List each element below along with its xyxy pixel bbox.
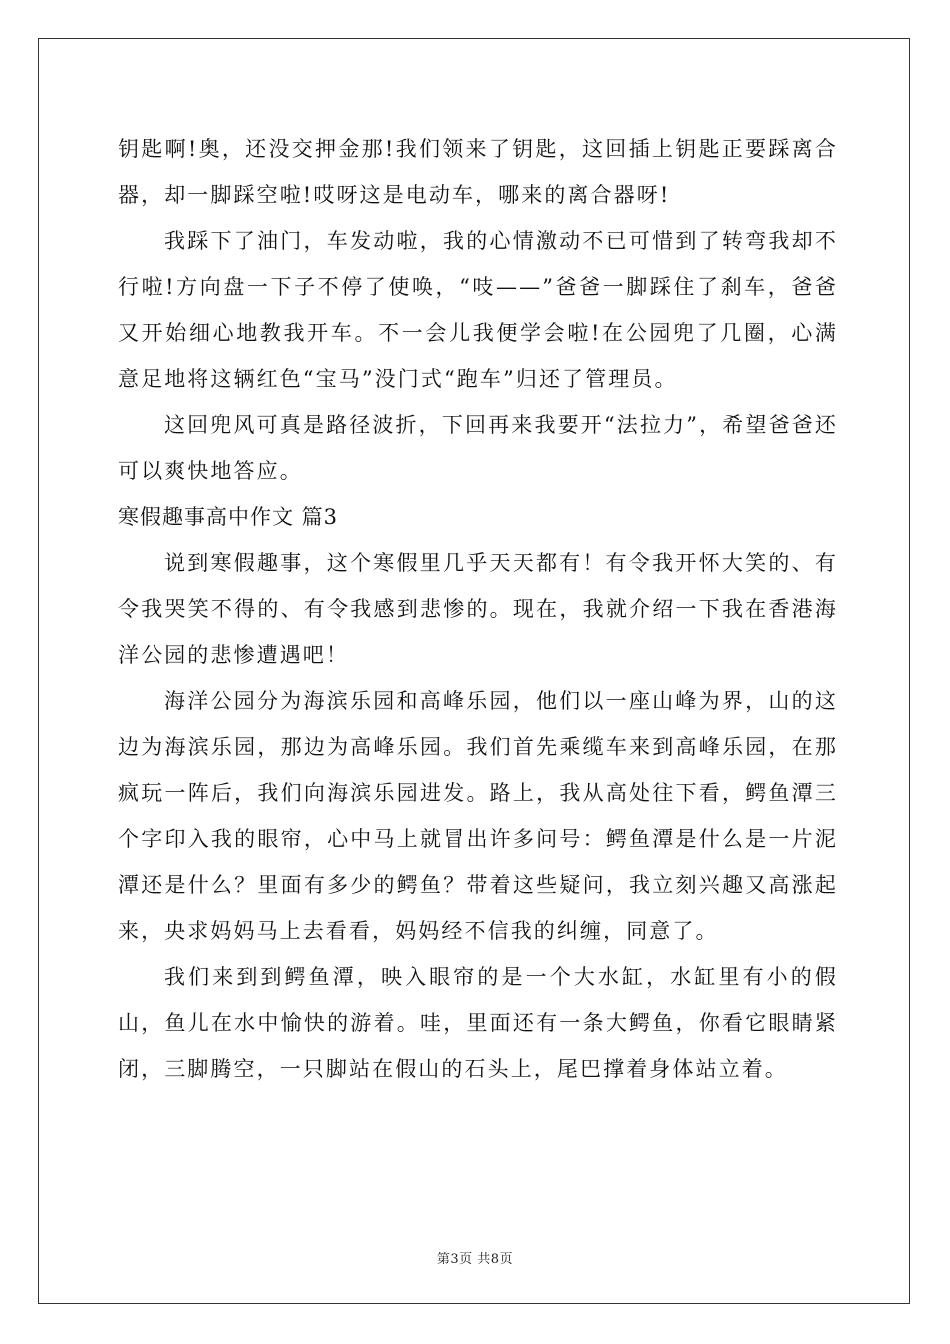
paragraph-1: 钥匙啊!奥，还没交押金那!我们领来了钥匙，这回插上钥匙正要踩离合器，却一脚踩空啦!哎呀这是电动车，哪来的离合器呀!: [118, 137, 838, 207]
paragraph-2: 我踩下了油门，车发动啦，我的心情激动不已可惜到了转弯我却不行啦!方向盘一下子不停了使唤，“吱——”爸爸一脚踩住了刹车，爸爸又开始细心地教我开车。不一会儿我便学会啦!在公园兜了几圈，心满意足地将这辆红色“宝马”没门式“跑车”归还了管理员。: [118, 229, 838, 391]
paragraph-5: 海洋公园分为海滨乐园和高峰乐园，他们以一座山峰为界，山的这边为海滨乐园，那边为高峰乐园。我们首先乘缆车来到高峰乐园，在那疯玩一阵后，我们向海滨乐园进发。路上，我从高处往下看，鳄鱼潭三个字印入我的眼帘，心中马上就冒出许多问号：鳄鱼潭是什么是一片泥潭还是什么？里面有多少的鳄鱼？带着这些疑问，我立刻兴趣又高涨起来，央求妈妈马上去看看，妈妈经不信我的纠缠，同意了。: [118, 689, 838, 943]
page-number-footer: 第3页 共8页: [436, 1252, 514, 1267]
paragraph-6: 我们来到到鳄鱼潭，映入眼帘的是一个大水缸，水缸里有小的假山，鱼儿在水中愉快的游着。哇，里面还有一条大鳄鱼，你看它眼睛紧闭，三脚腾空，一只脚站在假山的石头上，尾巴撑着身体站立着。: [118, 965, 838, 1081]
paragraph-4: 说到寒假趣事，这个寒假里几乎天天都有！有令我开怀大笑的、有令我哭笑不得的、有令我感到悲惨的。现在，我就介绍一下我在香港海洋公园的悲惨遭遇吧！: [118, 551, 838, 667]
section-heading: 寒假趣事高中作文 篇3: [118, 505, 339, 529]
paragraph-3: 这回兜风可真是路径波折，下回再来我要开“法拉力”，希望爸爸还可以爽快地答应。: [118, 413, 838, 483]
document-body: [118, 126, 838, 1092]
